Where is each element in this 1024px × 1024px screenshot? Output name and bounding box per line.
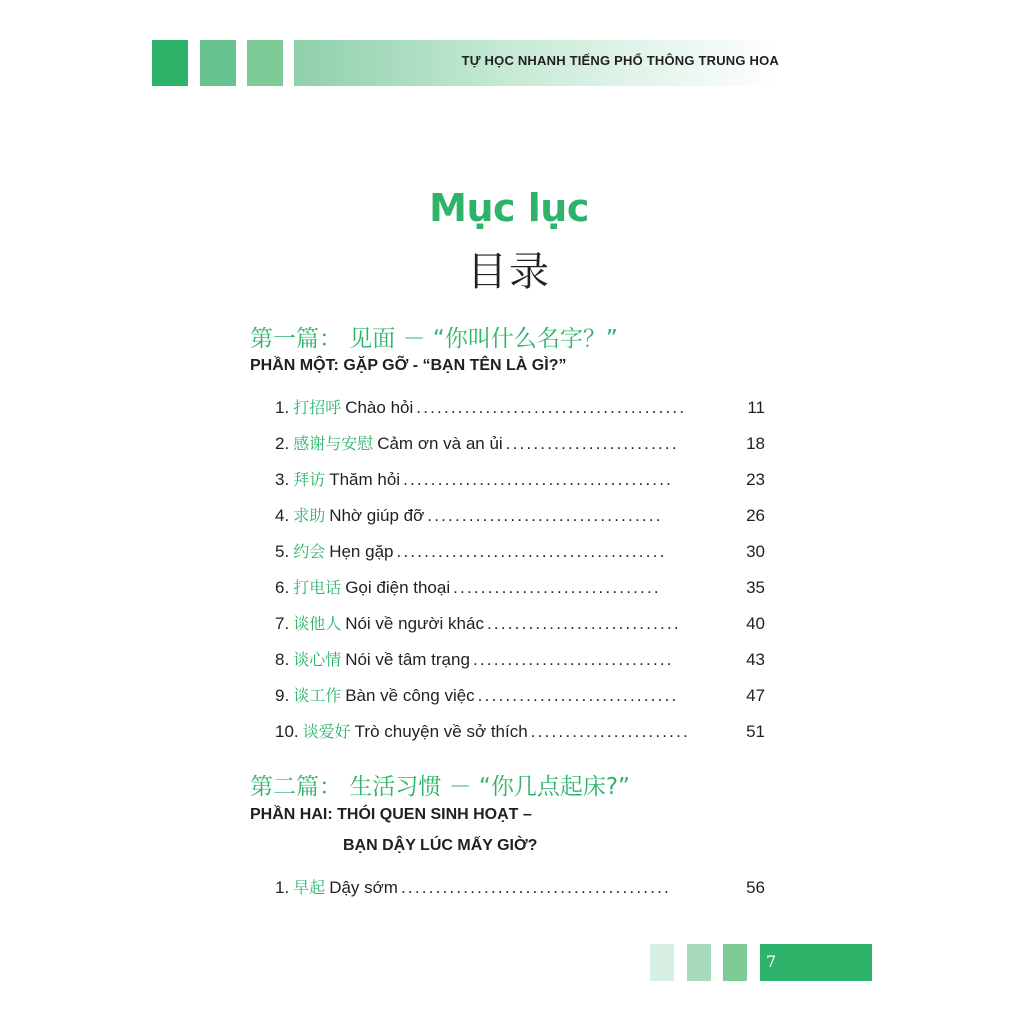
footer-square-2	[687, 944, 711, 981]
entry-chinese: 谈工作	[293, 686, 342, 705]
entry-vietnamese: Gọi điện thoại	[345, 578, 451, 597]
section-1-chinese-heading: 第一篇： 见面 － “你叫什么名字？”	[250, 326, 618, 352]
section-1-vietnamese-heading: PHẦN MỘT: GẶP GỠ - “BẠN TÊN LÀ GÌ?”	[250, 357, 567, 374]
footer-square-1	[650, 944, 674, 981]
toc-entry[interactable]	[275, 395, 765, 419]
entry-page-number: 18	[746, 434, 765, 453]
entry-page-number: 35	[746, 578, 765, 597]
toc-entry[interactable]	[275, 503, 765, 527]
entry-number: 7.	[275, 614, 290, 633]
dot-leader: .............................	[472, 650, 674, 669]
toc-entry[interactable]	[275, 719, 765, 743]
entry-page-number: 43	[746, 650, 765, 669]
entry-number: 10.	[275, 722, 299, 741]
toc-entry[interactable]	[275, 683, 765, 707]
entry-page-number: 56	[746, 878, 765, 897]
entry-page-number: 11	[747, 398, 765, 417]
toc-entry[interactable]	[275, 467, 765, 491]
entry-vietnamese: Nhờ giúp đỡ	[329, 506, 425, 525]
entry-chinese: 求助	[293, 506, 326, 525]
entry-vietnamese: Chào hỏi	[345, 398, 414, 417]
toc-title-vietnamese: Mục lục	[429, 186, 589, 230]
entry-number: 9.	[275, 686, 290, 705]
dot-leader: ..................................	[427, 506, 663, 525]
section-2-chinese-heading: 第二篇： 生活习惯 － “你几点起床?”	[250, 774, 630, 800]
entry-vietnamese: Thăm hỏi	[329, 470, 401, 489]
entry-chinese: 谈他人	[293, 614, 342, 633]
running-header-title: TỰ HỌC NHANH TIẾNG PHỔ THÔNG TRUNG HOA	[461, 53, 779, 68]
entry-vietnamese: Bàn về công việc	[345, 686, 475, 705]
dot-leader: ............................	[486, 614, 681, 633]
header-square-3	[247, 40, 283, 86]
entry-number: 2.	[275, 434, 290, 453]
dot-leader: .......................................	[396, 542, 667, 561]
entry-chinese: 约会	[293, 542, 326, 561]
entry-page-number: 30	[746, 542, 765, 561]
entry-vietnamese: Hẹn gặp	[329, 542, 394, 561]
dot-leader: .......................	[530, 722, 690, 741]
toc-entry[interactable]	[275, 539, 765, 563]
entry-page-number: 26	[746, 506, 765, 525]
entry-vietnamese: Nói về tâm trạng	[345, 650, 470, 669]
dot-leader: .........................	[505, 434, 679, 453]
header-square-2	[200, 40, 236, 86]
entry-chinese: 拜访	[293, 470, 326, 489]
entry-chinese: 谈爱好	[302, 722, 351, 741]
dot-leader: ..............................	[453, 578, 661, 597]
header-square-1	[152, 40, 188, 86]
entry-vietnamese: Trò chuyện về sở thích	[354, 722, 528, 741]
entry-vietnamese: Dậy sớm	[329, 878, 398, 897]
entry-chinese: 谈心情	[293, 650, 342, 669]
entry-page-number: 23	[746, 470, 765, 489]
toc-entry[interactable]	[275, 611, 765, 635]
entry-page-number: 40	[746, 614, 765, 633]
entry-number: 1.	[275, 878, 290, 897]
section-2-vietnamese-heading: PHẦN HAI: THÓI QUEN SINH HOẠT –	[250, 806, 532, 823]
page-number: 7	[766, 952, 777, 971]
entry-number: 6.	[275, 578, 290, 597]
entry-chinese: 早起	[293, 878, 326, 897]
footer-square-3	[723, 944, 747, 981]
toc-entry[interactable]	[275, 647, 765, 671]
entry-number: 8.	[275, 650, 290, 669]
entry-chinese: 打电话	[293, 578, 342, 597]
entry-page-number: 51	[746, 722, 765, 741]
dot-leader: .............................	[477, 686, 679, 705]
entry-vietnamese: Nói về người khác	[345, 614, 484, 633]
dot-leader: .......................................	[400, 878, 671, 897]
entry-number: 5.	[275, 542, 290, 561]
entry-number: 4.	[275, 506, 290, 525]
dot-leader: .......................................	[403, 470, 674, 489]
toc-entry[interactable]	[275, 575, 765, 599]
toc-title-chinese: 目录	[467, 249, 551, 295]
entry-number: 3.	[275, 470, 290, 489]
entry-chinese: 打招呼	[293, 398, 342, 417]
footer-page-bar	[760, 944, 872, 981]
entry-chinese: 感谢与安慰	[293, 434, 374, 453]
entry-number: 1.	[275, 398, 290, 417]
section-2-vietnamese-heading-line-2: BẠN DẬY LÚC MẤY GIỜ?	[343, 837, 538, 854]
toc-entry[interactable]	[275, 875, 765, 899]
entry-page-number: 47	[746, 686, 765, 705]
entry-vietnamese: Cảm ơn và an ủi	[377, 434, 503, 453]
dot-leader: .......................................	[416, 398, 687, 417]
toc-entry[interactable]	[275, 431, 765, 455]
